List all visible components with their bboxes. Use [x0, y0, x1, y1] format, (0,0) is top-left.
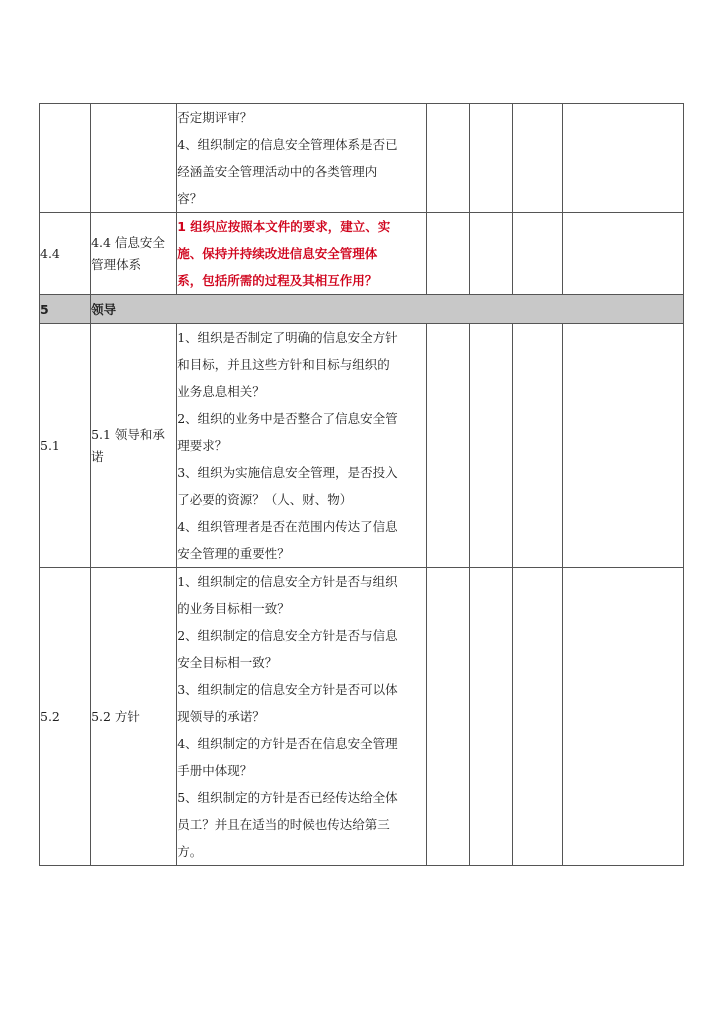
question-line: 4、组织管理者是否在范围内传达了信息: [177, 519, 398, 534]
clause-title: 4.4 信息安全管理体系: [91, 234, 165, 272]
question-line: 安全管理的重要性？: [177, 546, 290, 561]
question-line: 4、组织制定的信息安全管理体系是否已: [177, 137, 398, 152]
question-line: 的业务目标相一致？: [177, 601, 290, 616]
blank-cell: [469, 104, 512, 213]
clause-title: 5.2 方针: [91, 708, 140, 724]
highlighted-question-line: 系，包括所需的过程及其相互作用？: [177, 273, 378, 288]
question-line: 1、组织制定的信息安全方针是否与组织: [177, 574, 398, 589]
blank-cell: [469, 324, 512, 568]
question-line: 方。: [177, 844, 203, 859]
question-line: 2、组织制定的信息安全方针是否与信息: [177, 628, 398, 643]
question-line: 3、组织为实施信息安全管理，是否投入: [177, 465, 398, 480]
highlighted-question-line: 施、保持并持续改进信息安全管理体: [177, 246, 378, 261]
table-row: [40, 324, 684, 568]
blank-cell: [426, 104, 469, 213]
question-line: 2、组织的业务中是否整合了信息安全管: [177, 411, 398, 426]
question-line: 否定期评审？: [177, 110, 253, 125]
blank-cell: [426, 324, 469, 568]
question-line: 员工？并且在适当的时候也传达给第三: [177, 817, 390, 832]
question-line: 和目标，并且这些方针和目标与组织的: [177, 357, 390, 372]
clause-title-cell: [91, 104, 177, 213]
blank-cell: [426, 213, 469, 295]
question-line: 理要求？: [177, 438, 228, 453]
audit-question-cell: [177, 104, 426, 213]
section-number: 5: [40, 295, 91, 324]
question-line: 业务息息相关？: [177, 384, 265, 399]
question-line: 3、组织制定的信息安全方针是否可以体: [177, 682, 398, 697]
blank-cell: [562, 213, 683, 295]
clause-number-cell: 4.4: [40, 213, 91, 295]
clause-title-cell: [91, 568, 177, 866]
clause-number-cell: [40, 104, 91, 213]
audit-question-cell: [177, 568, 426, 866]
blank-cell: [512, 213, 562, 295]
blank-cell: [469, 568, 512, 866]
table-row: [40, 104, 684, 213]
audit-checklist-table: [39, 103, 684, 866]
question-line: 了必要的资源？（人、财、物）: [177, 492, 353, 507]
question-line: 4、组织制定的方针是否在信息安全管理: [177, 736, 398, 751]
blank-cell: [512, 324, 562, 568]
clause-title-cell: [91, 324, 177, 568]
question-line: 经涵盖安全管理活动中的各类管理内: [177, 164, 378, 179]
highlighted-question-line: 1 组织应按照本文件的要求，建立、实: [177, 219, 391, 234]
question-line: 手册中体现？: [177, 763, 253, 778]
question-line: 安全目标相一致？: [177, 655, 278, 670]
blank-cell: [562, 104, 683, 213]
table-row: [40, 213, 684, 295]
question-line: 现领导的承诺？: [177, 709, 265, 724]
question-line: 1、组织是否制定了明确的信息安全方针: [177, 330, 398, 345]
audit-question-cell: [177, 213, 426, 295]
clause-number-cell: 5.1: [40, 324, 91, 568]
blank-cell: [512, 104, 562, 213]
clause-number-cell: 5.2: [40, 568, 91, 866]
clause-title-cell: [91, 213, 177, 295]
blank-cell: [469, 213, 512, 295]
blank-cell: [512, 568, 562, 866]
blank-cell: [562, 324, 683, 568]
section-title: 领导: [91, 295, 684, 324]
blank-cell: [426, 568, 469, 866]
table-row: [40, 568, 684, 866]
blank-cell: [562, 568, 683, 866]
question-line: 容？: [177, 191, 203, 206]
question-line: 5、组织制定的方针是否已经传达给全体: [177, 790, 398, 805]
audit-question-cell: [177, 324, 426, 568]
clause-title: 5.1 领导和承诺: [91, 426, 165, 464]
section-header-row: [40, 295, 684, 324]
